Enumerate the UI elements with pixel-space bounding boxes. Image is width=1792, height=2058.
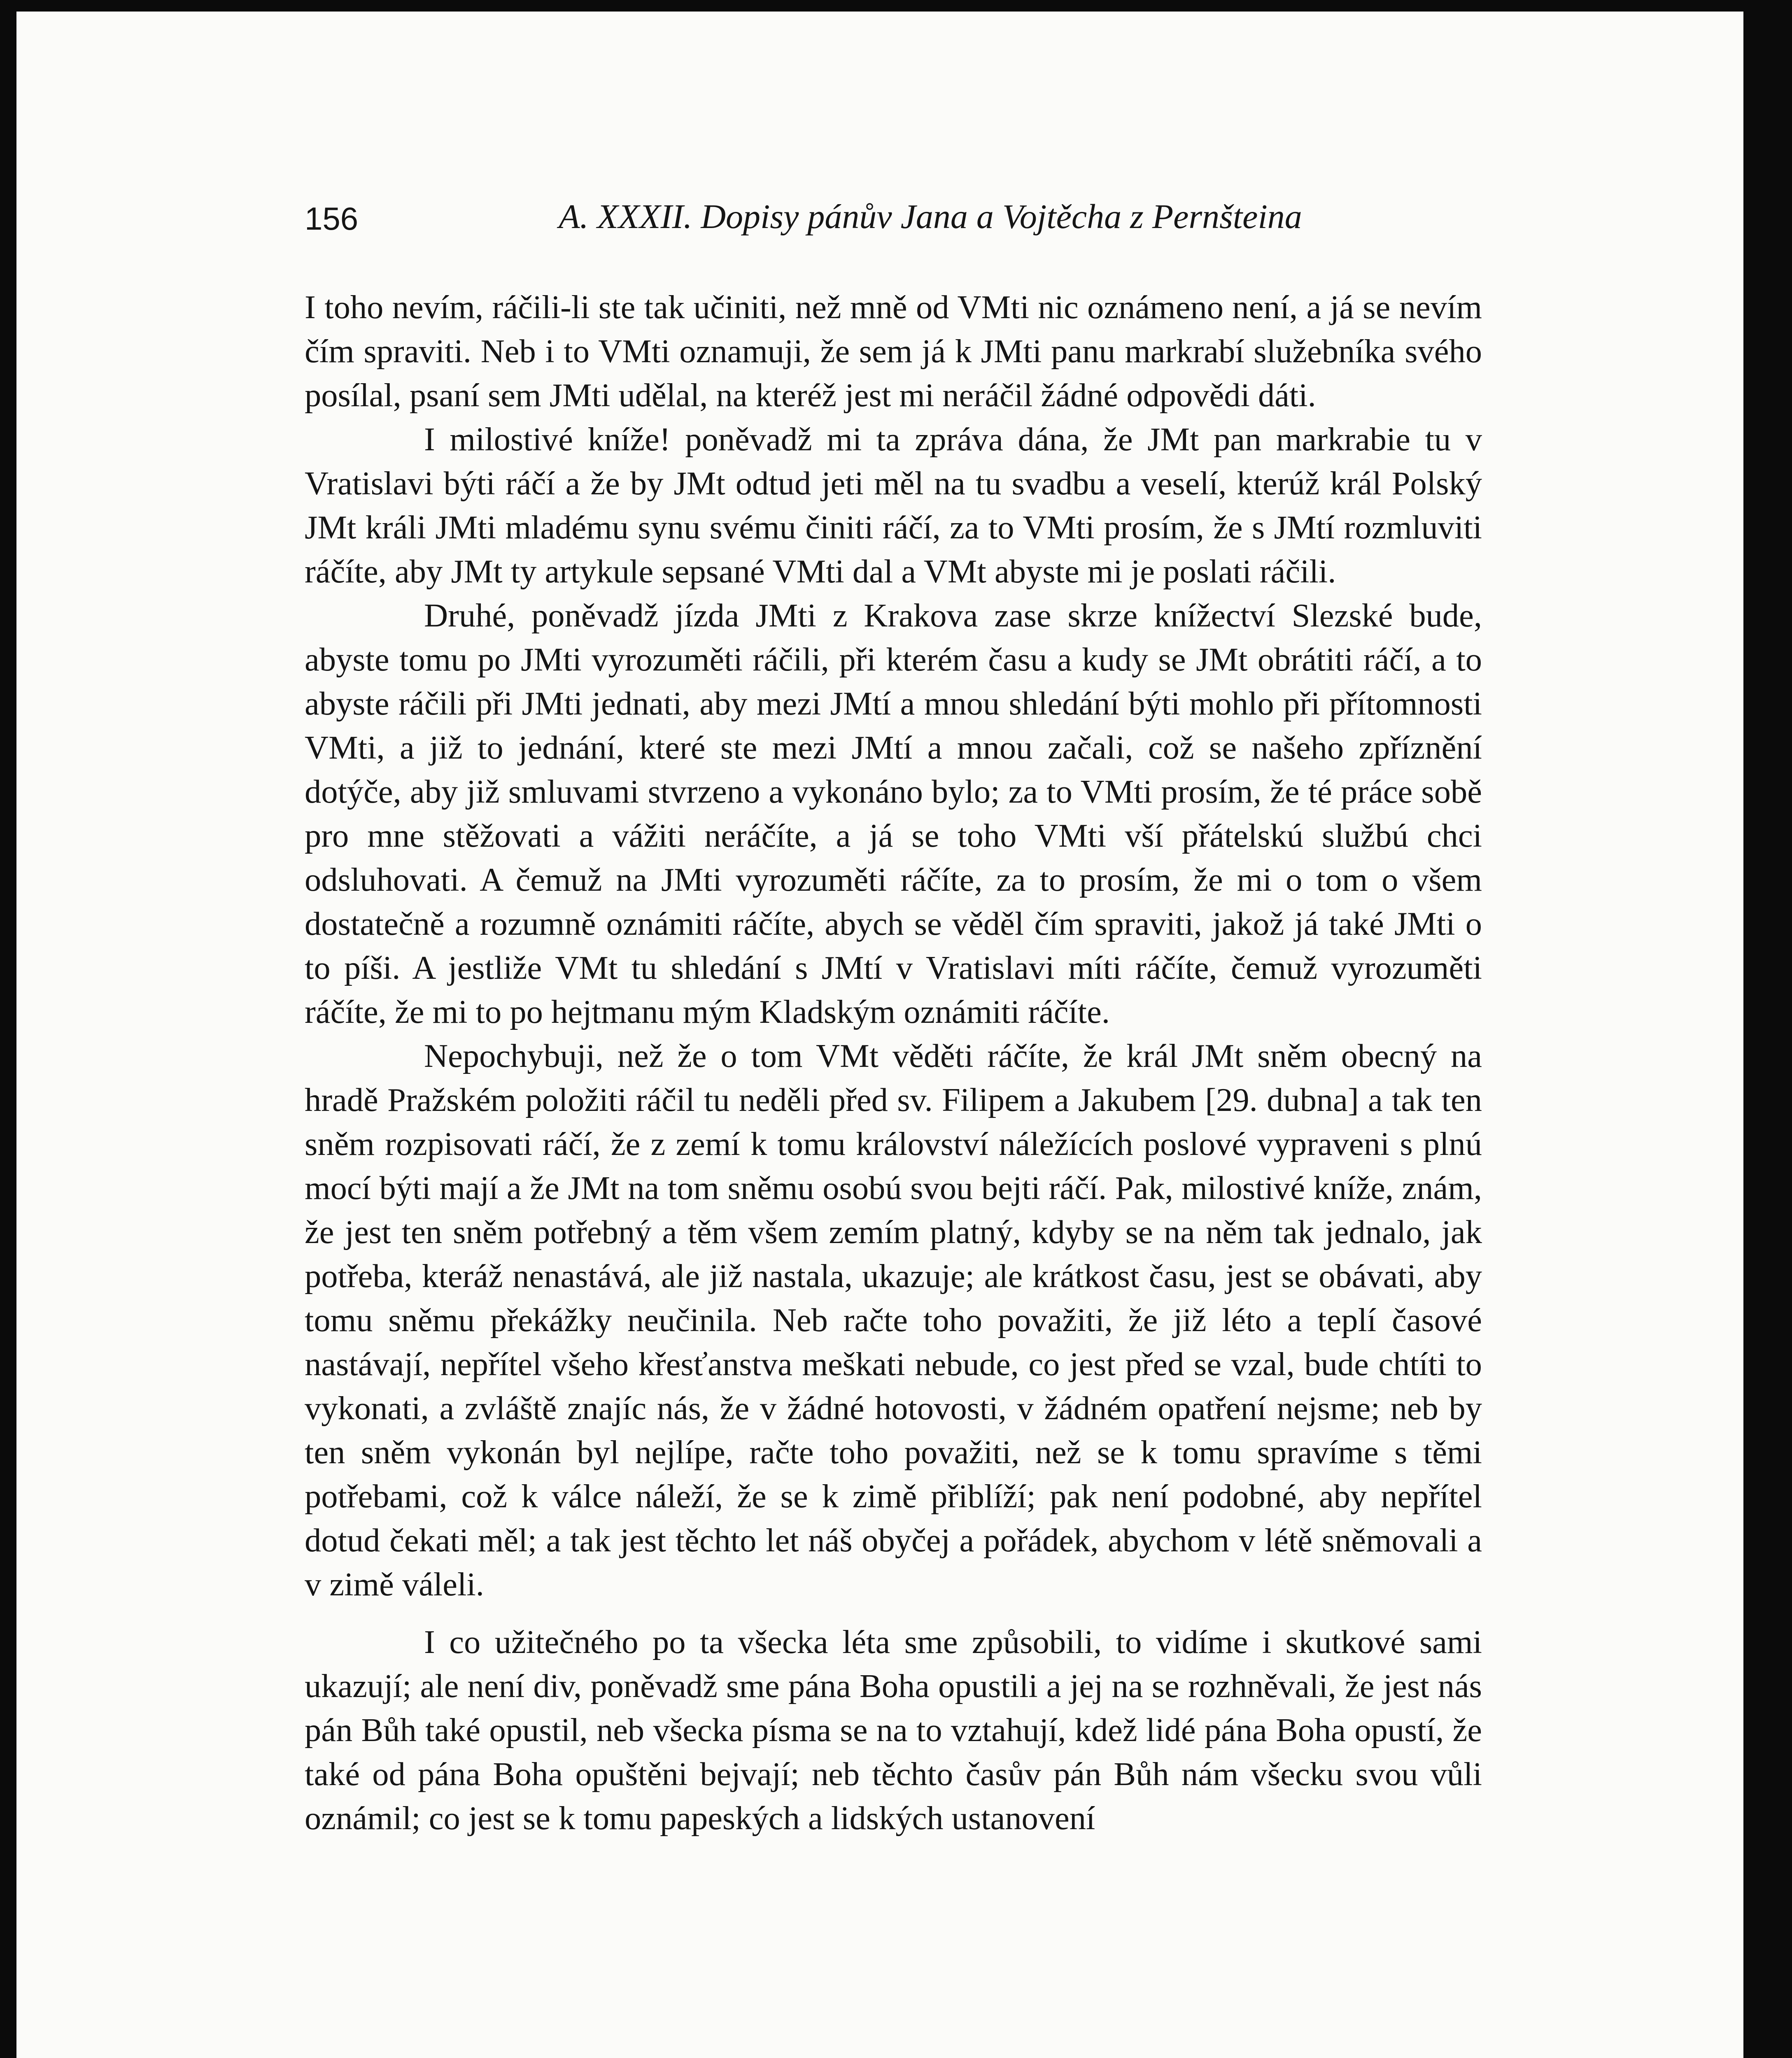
book-page: [16, 12, 1743, 2058]
paragraph: Nepochybuji, než že o tom VMt věděti ráčíte, že král JMt sněm obecný na hradě Pražském položiti ráčil tu neděli před sv. Filipem a Jakubem [29. dubna] a tak ten sněm rozpisovati ráčí, že z zemí k tomu království náležících poslové vypraveni s plnú mocí býti mají a že JMt na tom sněmu osobú svou bejti ráčí. Pak, milostivé kníže, znám, že jest ten sněm potřebný a těm všem zemím platný, kdyby se na něm tak jednalo, jak potřeba, kteráž nenastává, ale již nastala, ukazuje; ale krátkost času, jest se obávati, aby tomu sněmu překážky neučinila. Neb račte toho považiti, že již léto a teplí časové nastávají, nepřítel všeho křesťanstva meškati nebude, co jest před se vzal, bude chtíti to vykonati, a zvláště znajíc nás, že v žádné hotovosti, v žádném opatření nejsme; neb by ten sněm vykonán byl nejlípe, račte toho považiti, než se k tomu spravíme s těmi potřebami, což k válce náleží, že se k zimě přiblíží; pak není podobné, aby nepřítel dotud čekati měl; a tak jest těchto let náš obyčej a pořádek, abychom v létě sněmovali a v zimě váleli.: [305, 1038, 1482, 1603]
paragraph: I co užitečného po ta všecka léta sme způsobili, to vidíme i skutkové sami ukazují; ale není div, poněvadž sme pána Boha opustili a jej na se rozhněvali, že jest nás pán Bůh také opustil, neb všecka písma se na to vztahují, kdež lidé pána Boha opustí, že také od pána Boha opuštěni bejvají; neb těchto časův pán Bůh nám všecku svou vůli oznámil; co jest se k tomu papeských a lidských ustanovení: [305, 1624, 1482, 1837]
page-body: [305, 285, 1482, 1840]
paragraph: I milostivé kníže! poněvadž mi ta zpráva dána, že JMt pan markrabie tu v Vratislavi býti ráčí a že by JMt odtud jeti měl na tu svadbu a veselí, kterúž král Polský JMt králi JMti mladému synu svému činiti ráčí, za to VMti prosím, že s JMtí rozmluviti ráčíte, aby JMt ty artykule sepsané VMti dal a VMt abyste mi je poslati ráčili.: [305, 421, 1482, 590]
running-title: A. XXXII. Dopisy pánův Jana a Vojtěcha z Pernšteina: [559, 198, 1302, 236]
paragraph: I toho nevím, ráčili-li ste tak učiniti, než mně od VMti nic oznámeno není, a já se nevím čím spraviti. Neb i to VMti oznamuji, že sem já k JMti panu markrabí služebníka svého posílal, psaní sem JMti udělal, na kteréž jest mi neráčil žádné odpovědi dáti.: [305, 289, 1482, 414]
paragraph: Druhé, poněvadž jízda JMti z Krakova zase skrze knížectví Slezské bude, abyste tomu po JMti vyrozuměti ráčili, při kterém času a kudy se JMt obrátiti ráčí, a to abyste ráčili při JMti jednati, aby mezi JMtí a mnou shledání býti mohlo při přítomnosti VMti, a již to jednání, které ste mezi JMtí a mnou začali, což se našeho zpříznění dotýče, aby již smluvami stvrzeno a vykonáno bylo; za to VMti prosím, že té práce sobě pro mne stěžovati a vážiti neráčíte, a já se toho VMti vší přátelskú službú chci odsluhovati. A čemuž na JMti vyrozuměti ráčíte, za to prosím, že mi o tom o všem dostatečně a rozumně oznámiti ráčíte, abych se věděl čím spraviti, jakož já také JMti o to píši. A jestliže VMt tu shledání s JMtí v Vratislavi míti ráčíte, čemuž vyrozuměti ráčíte, že mi to po hejtmanu mým Kladským oznámiti ráčíte.: [305, 597, 1482, 1030]
page-header: [305, 197, 1482, 250]
page-number: 156: [305, 200, 359, 237]
